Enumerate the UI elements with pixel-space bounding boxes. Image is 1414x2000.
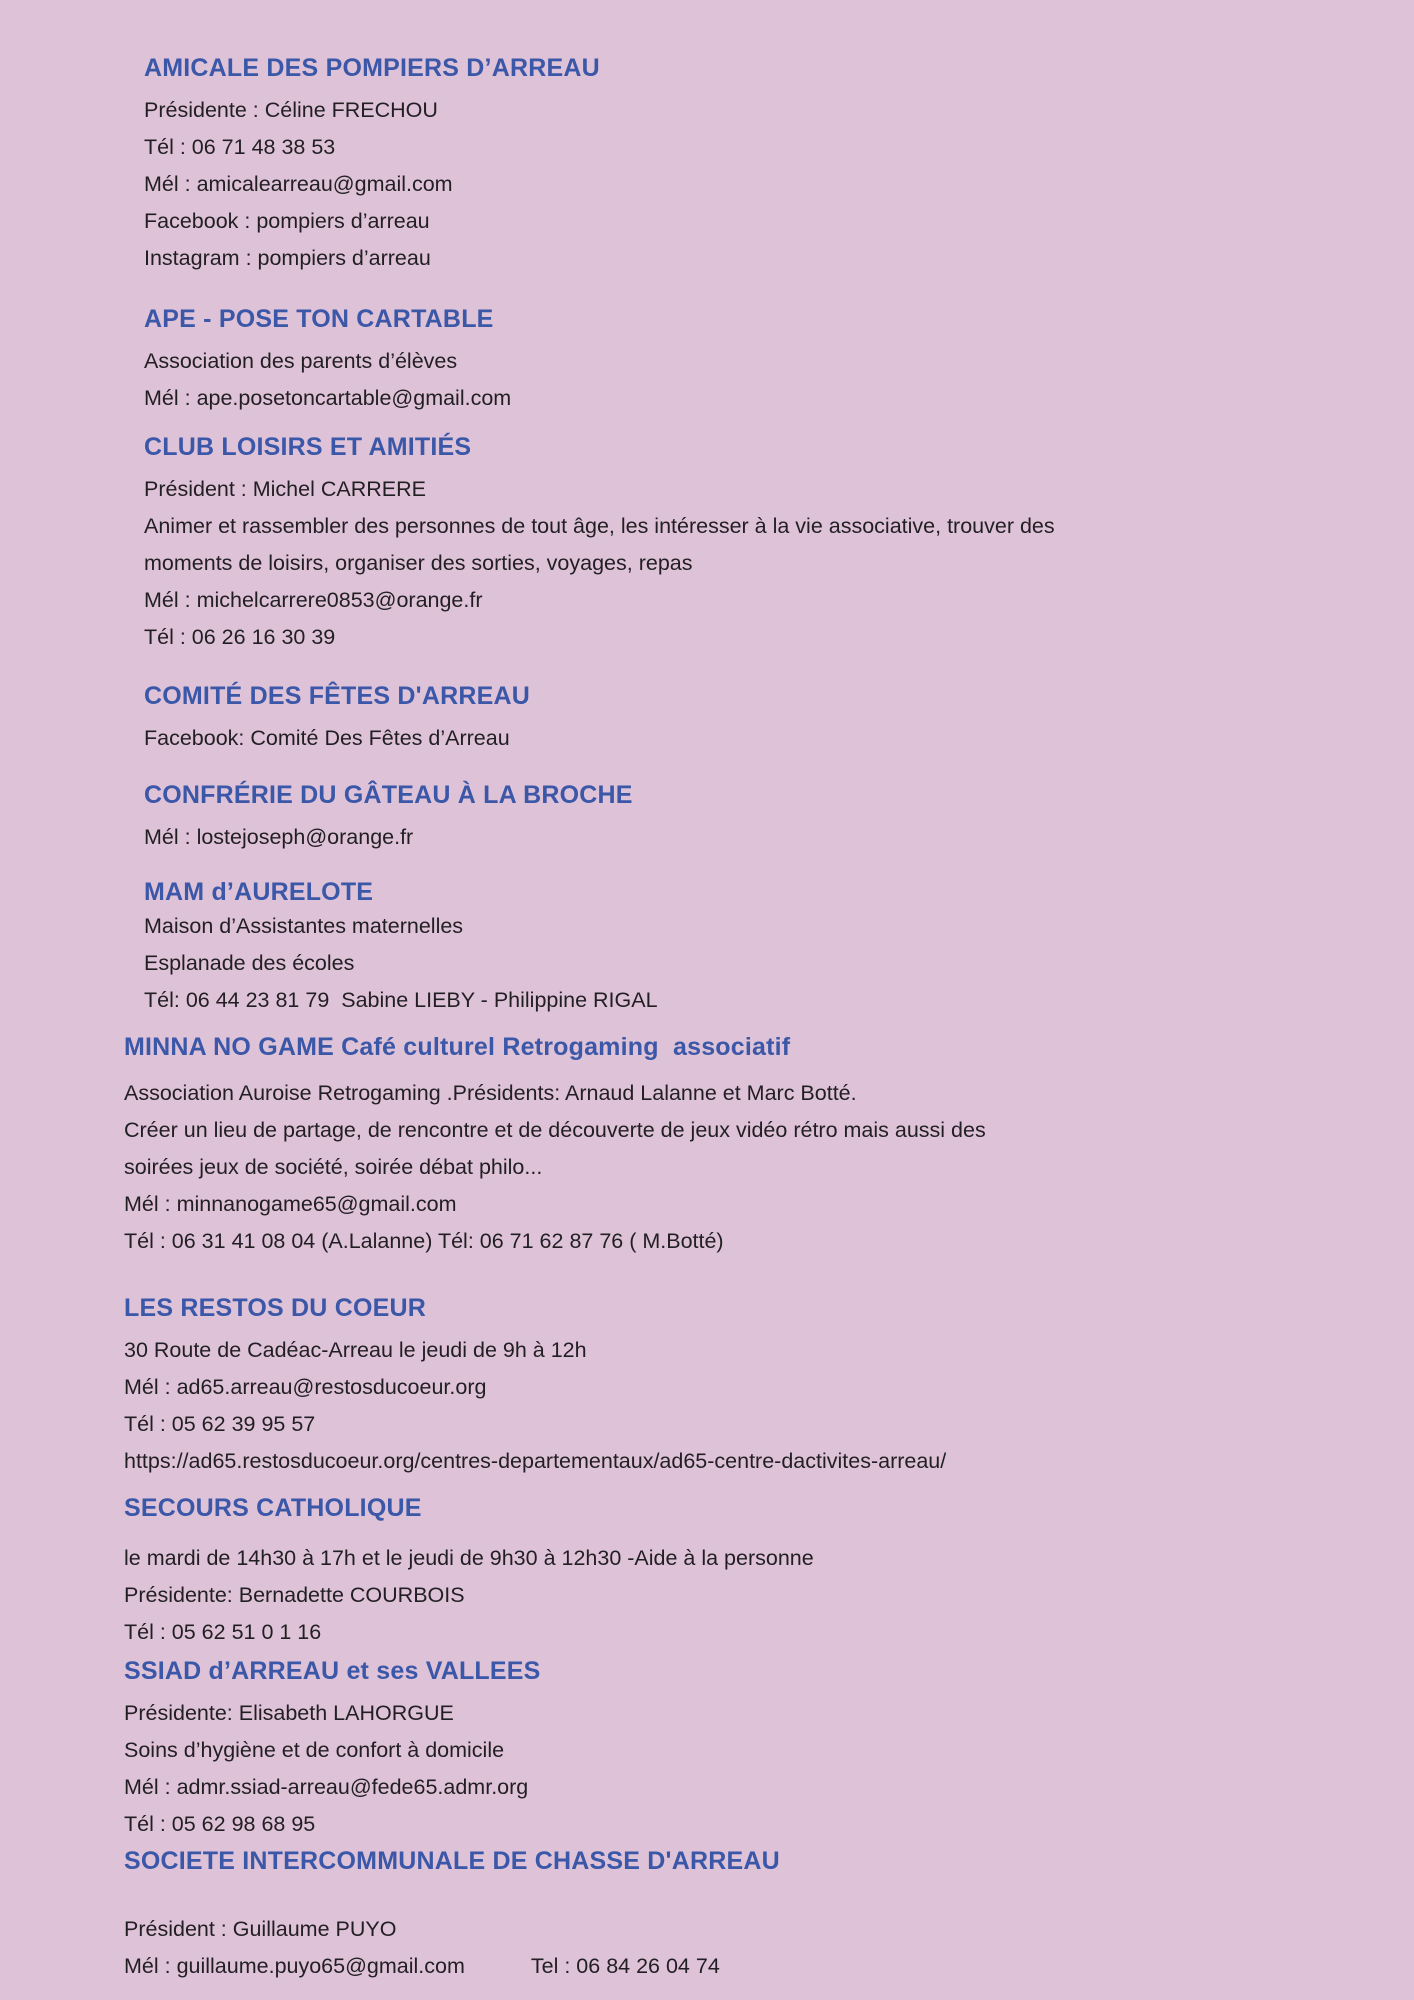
section-confrerie-du-gateau	[124, 779, 1324, 856]
section-title: COMITÉ DES FÊTES D'ARREAU	[144, 682, 530, 710]
contact-row	[124, 1948, 1324, 1985]
detail-line: Président : Guillaume PUYO	[124, 1917, 397, 1941]
detail-line: moments de loisirs, organiser des sorties, voyages, repas	[144, 551, 693, 575]
section-title: MINNA NO GAME Café culturel Retrogaming associatif	[124, 1033, 791, 1061]
detail-line: Tél : 06 71 48 38 53	[144, 135, 336, 159]
detail-line: Mél : lostejoseph@orange.fr	[144, 825, 414, 849]
section-comite-des-fetes	[124, 680, 1324, 757]
detail-line: Tél: 06 44 23 81 79 Sabine LIEBY - Philippine RIGAL	[144, 988, 658, 1012]
detail-line: Tél : 05 62 51 0 1 16	[124, 1620, 322, 1644]
detail-line: Mél : minnanogame65@gmail.com	[124, 1192, 457, 1216]
detail-line: Esplanade des écoles	[144, 951, 355, 975]
detail-line: soirées jeux de société, soirée débat philo...	[124, 1155, 543, 1179]
detail-line: Mél : ad65.arreau@restosducoeur.org	[124, 1375, 487, 1399]
detail-line: Association Auroise Retrogaming .Présidents: Arnaud Lalanne et Marc Botté.	[124, 1081, 857, 1105]
section-amicale-des-pompiers	[124, 52, 1324, 277]
section-secours-catholique	[124, 1492, 1324, 1651]
section-title: SOCIETE INTERCOMMUNALE DE CHASSE D'ARREAU	[124, 1847, 780, 1875]
detail-line: Tél : 05 62 98 68 95	[124, 1812, 316, 1836]
section-club-loisirs-et-amities	[124, 431, 1324, 656]
section-ape-pose-ton-cartable	[124, 303, 1324, 417]
detail-line: Présidente: Elisabeth LAHORGUE	[124, 1701, 454, 1725]
detail-line: Animer et rassembler des personnes de tout âge, les intéresser à la vie associative, trouver des	[144, 514, 1055, 538]
detail-line: Facebook: Comité Des Fêtes d’Arreau	[144, 726, 510, 750]
detail-line: Présidente: Bernadette COURBOIS	[124, 1583, 465, 1607]
detail-line: Mél : guillaume.puyo65@gmail.com	[124, 1954, 465, 1978]
detail-line: Créer un lieu de partage, de rencontre et de découverte de jeux vidéo rétro mais aussi des	[124, 1118, 986, 1142]
section-societe-de-chasse	[124, 1845, 1324, 1985]
detail-line: Instagram : pompiers d’arreau	[144, 246, 431, 270]
detail-line: Présidente : Céline FRECHOU	[144, 98, 438, 122]
restos-du-coeur-url-link[interactable]: https://ad65.restosducoeur.org/centres-departementaux/ad65-centre-dactivites-arreau/	[124, 1449, 947, 1473]
detail-line: Tél : 06 31 41 08 04 (A.Lalanne) Tél: 06 71 62 87 76 ( M.Botté)	[124, 1229, 724, 1253]
detail-line: 30 Route de Cadéac-Arreau le jeudi de 9h à 12h	[124, 1338, 587, 1362]
detail-line: Mél : amicalearreau@gmail.com	[144, 172, 453, 196]
section-title: SECOURS CATHOLIQUE	[124, 1494, 422, 1522]
detail-line: Mél : ape.posetoncartable@gmail.com	[144, 386, 512, 410]
detail-line: Mél : admr.ssiad-arreau@fede65.admr.org	[124, 1775, 529, 1799]
section-les-restos-du-coeur	[124, 1292, 1324, 1480]
section-title: MAM d’AURELOTE	[144, 878, 374, 906]
detail-line: Tél : 05 62 39 95 57	[124, 1412, 316, 1436]
section-mam-daurelote	[124, 876, 1324, 1019]
section-title: APE - POSE TON CARTABLE	[144, 305, 494, 333]
section-ssiad-arreau	[124, 1655, 1324, 1843]
section-title: CONFRÉRIE DU GÂTEAU À LA BROCHE	[144, 781, 633, 809]
section-minna-no-game	[124, 1031, 1324, 1260]
section-title: CLUB LOISIRS ET AMITIÉS	[144, 433, 472, 461]
detail-line: Président : Michel CARRERE	[144, 477, 426, 501]
detail-line: Tel : 06 84 26 04 74	[530, 1954, 720, 1978]
section-title: LES RESTOS DU COEUR	[124, 1294, 426, 1322]
detail-line: Mél : michelcarrere0853@orange.fr	[144, 588, 483, 612]
detail-line: Facebook : pompiers d’arreau	[144, 209, 430, 233]
detail-line: Maison d’Assistantes maternelles	[144, 914, 464, 938]
section-title: SSIAD d’ARREAU et ses VALLEES	[124, 1657, 541, 1685]
section-title: AMICALE DES POMPIERS D’ARREAU	[144, 54, 600, 82]
detail-line: Soins d’hygiène et de confort à domicile	[124, 1738, 505, 1762]
detail-line: Tél : 06 26 16 30 39	[144, 625, 336, 649]
detail-line: Association des parents d’élèves	[144, 349, 458, 373]
detail-line: le mardi de 14h30 à 17h et le jeudi de 9h30 à 12h30 -Aide à la personne	[124, 1546, 814, 1570]
